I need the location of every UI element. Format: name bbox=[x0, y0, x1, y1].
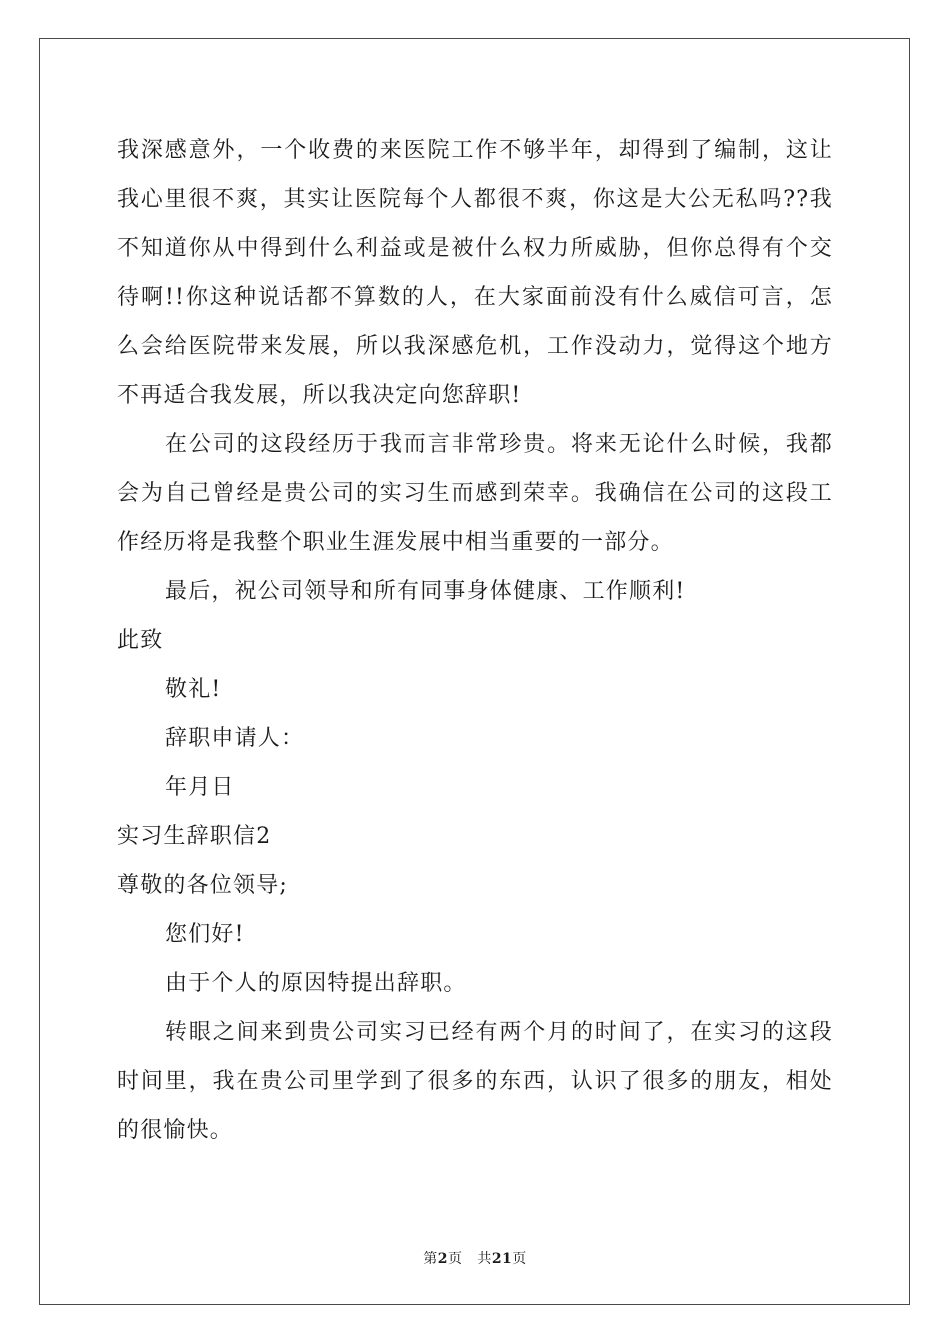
page-total-suffix: 页 bbox=[512, 1251, 527, 1267]
paragraph-closing-wishes: 最后，祝公司领导和所有同事身体健康、工作顺利! bbox=[165, 579, 686, 604]
closing-regards: 敬礼! bbox=[165, 677, 222, 702]
paragraph-resignation-reason: 我深感意外，一个收费的来医院工作不够半年，却得到了编制，这让我心里很不爽，其实让医院每个人都很不爽，你这是大公无私吗??我不知道你从中得到什么利益或是被什么权力所威胁，但你总得有个交待啊!!你这种说话都不算数的人，在大家面前没有什么威信可言，怎么会给医院带来发展，所以我深感危机，工作没动力，觉得这个地方不再适合我发展，所以我决定向您辞职! bbox=[117, 138, 833, 408]
page-total-prefix: 共 bbox=[477, 1251, 492, 1267]
page-footer bbox=[0, 1248, 950, 1268]
paragraph-company-experience: 在公司的这段经历于我而言非常珍贵。将来无论什么时候，我都会为自己曾经是贵公司的实习生而感到荣幸。我确信在公司的这段工作经历将是我整个职业生涯发展中相当重要的一部分。 bbox=[117, 432, 833, 555]
page-total-count: 21 bbox=[491, 1251, 513, 1267]
page-number-suffix: 页 bbox=[447, 1251, 463, 1267]
page-number-current: 2 bbox=[437, 1251, 448, 1267]
letter-hello: 您们好! bbox=[165, 922, 245, 947]
document-body bbox=[117, 126, 833, 1155]
letter-greeting: 尊敬的各位领导; bbox=[117, 873, 289, 898]
section-title: 实习生辞职信2 bbox=[117, 824, 272, 849]
applicant-signature-line: 辞职申请人： bbox=[165, 726, 305, 751]
page-number-prefix: 第 bbox=[423, 1251, 438, 1267]
paragraph-internship-summary: 转眼之间来到贵公司实习已经有两个月的时间了，在实习的这段时间里，我在贵公司里学到了很多的东西，认识了很多的朋友，相处的很愉快。 bbox=[117, 1020, 833, 1143]
closing-salutation: 此致 bbox=[117, 628, 164, 653]
date-line: 年月日 bbox=[165, 775, 235, 800]
paragraph-personal-reason: 由于个人的原因特提出辞职。 bbox=[165, 971, 467, 996]
